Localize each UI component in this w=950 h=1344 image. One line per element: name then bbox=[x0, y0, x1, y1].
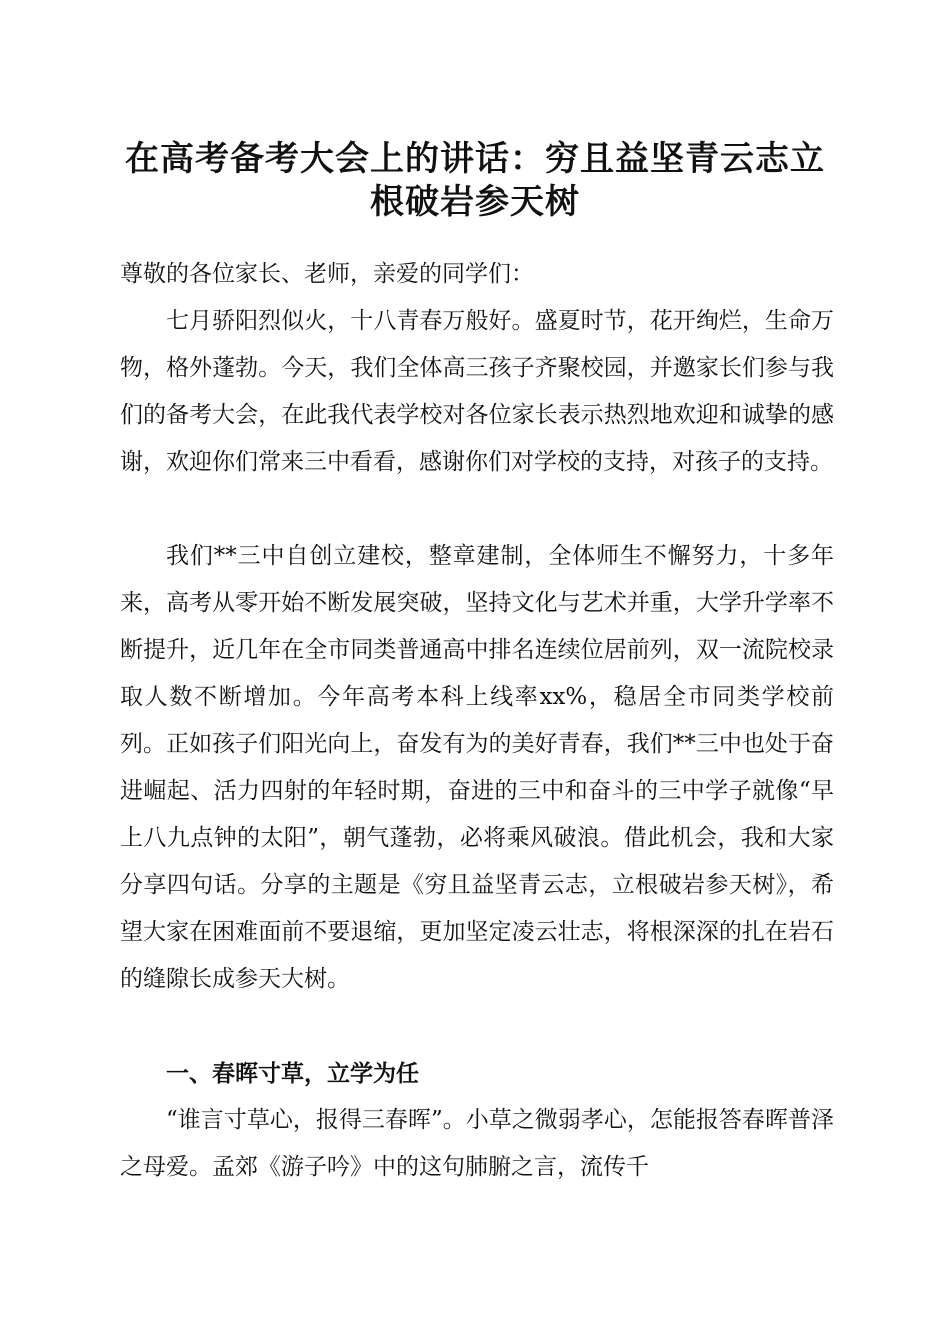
salutation: 尊敬的各位家长、老师，亲爱的同学们： bbox=[120, 261, 534, 287]
paragraph-3: “谁言寸草心，报得三春晖”。小草之微弱孝心，怎能报答春晖普泽之母爱。孟郊《游子吟》中的这句肺腑之言，流传千 bbox=[120, 1107, 834, 1180]
document-title-line-2: 根破岩参天树 bbox=[370, 182, 580, 222]
document-title-line-1: 在高考备考大会上的讲话：穷且益坚青云志立 bbox=[125, 139, 825, 179]
paragraph-1: 七月骄阳烈似火，十八青春万般好。盛夏时节，花开绚烂，生命万物，格外蓬勃。今天，我们全体高三孩子齐聚校园，并邀家长们参与我们的备考大会，在此我代表学校对各位家长表示热烈地欢迎和诚挚的感谢，欢迎你们常来三中看看，感谢你们对学校的支持，对孩子的支持。 bbox=[120, 308, 834, 475]
paragraph-2: 我们**三中自创立建校，整章建制，全体师生不懈努力，十多年来，高考从零开始不断发展突破，坚持文化与艺术并重，大学升学率不断提升，近几年在全市同类普通高中排名连续位居前列，双一流院校录取人数不断增加。今年高考本科上线率xx%，稳居全市同类学校前列。正如孩子们阳光向上，奋发有为的美好青春，我们**三中也处于奋进崛起、活力四射的年轻时期，奋进的三中和奋斗的三中学子就像“早上八九点钟的太阳”，朝气蓬勃，必将乘风破浪。借此机会，我和大家分享四句话。分享的主题是《穷且益坚青云志，立根破岩参天树》，希望大家在困难面前不要退缩，更加坚定凌云壮志，将根深深的扎在岩石的缝隙长成参天大树。 bbox=[120, 543, 834, 992]
section-heading-1: 一、春晖寸草，立学为任 bbox=[166, 1060, 419, 1087]
